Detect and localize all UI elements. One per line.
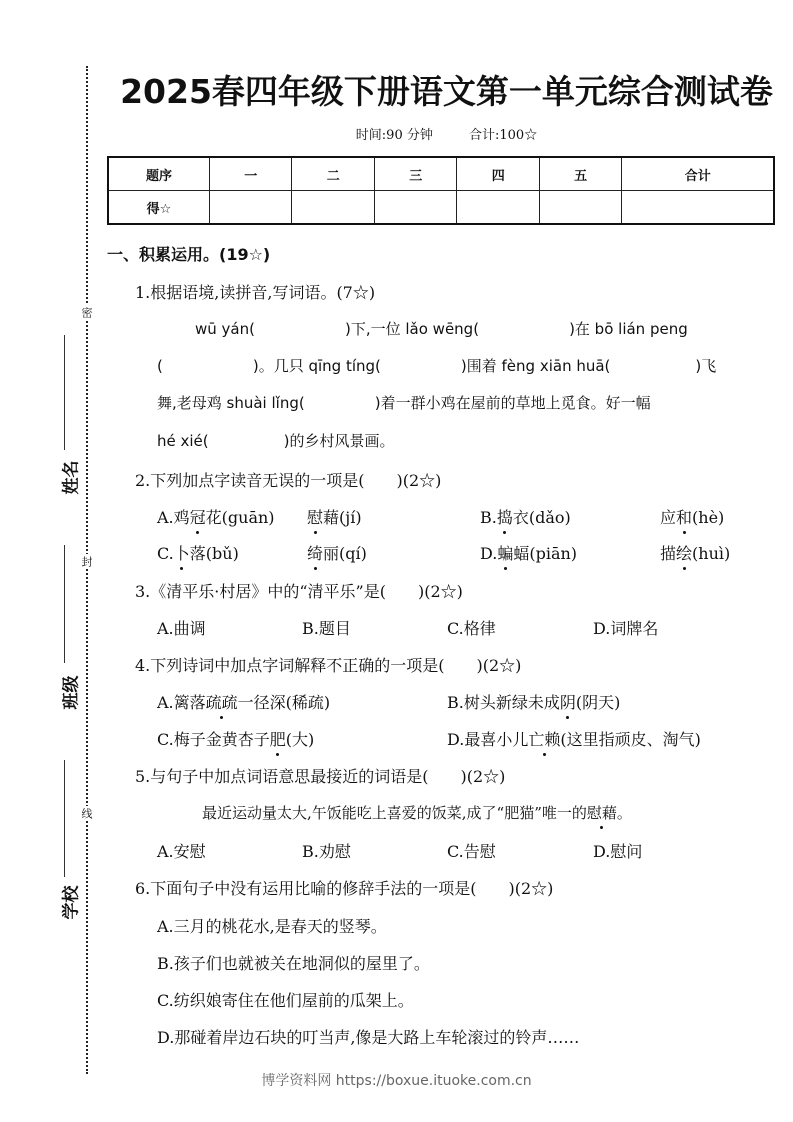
question-5-option-c[interactable]: C.告慰 <box>447 842 496 861</box>
text-segment: (大) <box>285 730 315 749</box>
score-cell[interactable] <box>539 191 621 225</box>
text-segment: ( <box>157 357 163 375</box>
score-table-header-row <box>108 157 774 191</box>
question-1-line-1 <box>195 318 688 339</box>
question-4-option-d[interactable] <box>447 727 701 750</box>
name-field-label: 姓名 <box>61 460 82 495</box>
text-segment: 最近运动量太大,午饭能吃上喜爱的饭菜,成了“肥猫”唯一的 <box>202 804 587 822</box>
dotted-char: 蝙 <box>497 541 513 564</box>
dotted-char: 阴 <box>560 690 576 713</box>
text-segment: )飞 <box>695 357 717 375</box>
text-segment: 花(guān) <box>205 508 275 527</box>
question-3-option-c[interactable]: C.格律 <box>447 619 496 638</box>
exam-time: 时间:90 分钟 <box>355 128 433 143</box>
exam-total: 合计:100☆ <box>469 128 538 143</box>
option-letter: C. <box>157 544 174 563</box>
question-1-line-2 <box>157 355 716 376</box>
question-1-line-4 <box>157 430 395 451</box>
text-segment: (这里指顽皮、淘气) <box>560 730 701 749</box>
text-segment: )在 bō lián peng <box>569 320 688 338</box>
dotted-chars: 慰藉 <box>586 804 617 822</box>
row-label: 得☆ <box>108 191 210 225</box>
text-segment: (hè) <box>692 508 725 527</box>
score-cell[interactable] <box>210 191 292 225</box>
school-field-line[interactable] <box>64 760 65 877</box>
score-cell[interactable] <box>292 191 374 225</box>
question-2-option-d-item-2 <box>660 541 730 564</box>
text-segment: 舞,老母鸡 shuài lǐng( <box>157 394 305 412</box>
text-segment: 描 <box>660 544 677 563</box>
text-segment: 蝠(piān) <box>513 544 578 563</box>
watermark-footer: 博学资料网 https://boxue.ituoke.com.cn <box>261 1073 532 1089</box>
text-segment: 藉(jí) <box>323 508 362 527</box>
school-field-label: 学校 <box>61 885 82 920</box>
seal-char-xian: 线 <box>80 808 93 819</box>
question-2-option-a-item-2 <box>307 505 362 528</box>
text-segment: 应 <box>660 508 677 527</box>
question-3-option-b[interactable]: B.题目 <box>302 619 351 638</box>
question-4-option-b[interactable] <box>447 690 620 713</box>
text-segment: D.最喜小儿 <box>447 730 529 749</box>
seal-char-feng: 封 <box>80 556 93 567</box>
question-1-stem: 1.根据语境,读拼音,写词语。(7☆) <box>135 283 376 302</box>
question-5-option-d[interactable]: D.慰问 <box>593 842 643 861</box>
dotted-char: 绮 <box>307 541 323 564</box>
question-6-stem: 6.下面句子中没有运用比喻的修辞手法的一项是( )(2☆) <box>135 879 554 898</box>
seal-char-mi: 密 <box>80 307 93 318</box>
text-segment: )的乡村风景画。 <box>283 432 395 450</box>
score-cell[interactable] <box>622 191 774 225</box>
text-segment: 鸡 <box>173 508 190 527</box>
question-5-option-b[interactable]: B.劝慰 <box>302 842 351 861</box>
question-5-option-a[interactable]: A.安慰 <box>157 842 206 861</box>
score-table <box>107 156 775 225</box>
question-3-stem: 3.《清平乐·村居》中的“清平乐”是( )(2☆) <box>135 582 463 601</box>
text-segment: C.梅子金黄杏子 <box>157 730 270 749</box>
header-cell: 五 <box>539 157 621 191</box>
option-letter: D. <box>480 544 498 563</box>
question-2-option-b-item-2 <box>660 505 724 528</box>
question-6-option-c[interactable]: C.纺织娘寄住在他们屋前的瓜架上。 <box>157 991 414 1010</box>
dotted-char: 绘 <box>676 541 692 564</box>
question-2-stem: 2.下列加点字读音无误的一项是( )(2☆) <box>135 471 442 490</box>
dotted-char: 和 <box>676 505 692 528</box>
question-6-option-a[interactable]: A.三月的桃花水,是春天的竖琴。 <box>157 917 387 936</box>
text-segment: )。几只 qīng tíng( <box>252 357 381 375</box>
score-cell[interactable] <box>374 191 456 225</box>
binding-dotted-line <box>86 66 88 1074</box>
text-segment: )围着 fèng xiān huā( <box>460 357 611 375</box>
text-segment: (阴天) <box>575 693 621 712</box>
header-cell: 合计 <box>622 157 774 191</box>
dotted-char: 捣 <box>497 505 513 528</box>
dotted-chars: 疏疏 <box>206 690 238 713</box>
question-5-sentence <box>202 802 632 823</box>
question-4-option-c[interactable] <box>157 727 314 750</box>
dotted-char: 慰 <box>307 505 323 528</box>
question-4-stem: 4.下列诗词中加点字词解释不正确的一项是( )(2☆) <box>135 656 522 675</box>
score-table-score-row <box>108 191 774 225</box>
question-2-option-c[interactable] <box>157 541 239 564</box>
dotted-char: 肥 <box>270 727 286 750</box>
header-cell: 三 <box>374 157 456 191</box>
question-3-option-a[interactable]: A.曲调 <box>157 619 206 638</box>
header-cell: 一 <box>210 157 292 191</box>
text-segment: 。 <box>616 804 632 822</box>
section-title: 一、积累运用。(19☆) <box>107 245 271 264</box>
text-segment: 衣(dǎo) <box>512 508 571 527</box>
header-cell: 二 <box>292 157 374 191</box>
dotted-char: 卜 <box>174 541 190 564</box>
text-segment: 一径深(稀疏) <box>237 693 331 712</box>
text-segment: )着一群小鸡在屋前的草地上觅食。好一幅 <box>374 394 651 412</box>
text-segment: hé xié( <box>157 432 209 450</box>
text-segment: B.树头新绿未成 <box>447 693 560 712</box>
header-cell: 四 <box>457 157 539 191</box>
question-1-line-3 <box>157 392 651 413</box>
page-title: 2025春四年级下册语文第一单元综合测试卷 <box>120 72 773 111</box>
text-segment: )下,一位 lǎo wēng( <box>344 320 480 338</box>
class-field-label: 班级 <box>61 675 82 710</box>
question-2-option-a[interactable] <box>157 505 275 528</box>
question-3-option-d[interactable]: D.词牌名 <box>593 619 659 638</box>
class-field-line[interactable] <box>64 545 65 663</box>
text-segment: 丽(qí) <box>323 544 367 563</box>
question-2-option-d[interactable] <box>480 541 577 564</box>
text-segment: 落(bǔ) <box>189 544 239 563</box>
option-letter: A. <box>157 508 174 527</box>
name-field-line[interactable] <box>64 335 65 450</box>
header-cell: 题序 <box>108 157 210 191</box>
text-segment: A.篱落 <box>157 693 206 712</box>
question-6-option-b[interactable]: B.孩子们也就被关在地洞似的屋里了。 <box>157 954 430 973</box>
text-segment: (huì) <box>692 544 731 563</box>
dotted-chars: 亡赖 <box>528 727 560 750</box>
exam-info <box>100 124 793 143</box>
score-cell[interactable] <box>457 191 539 225</box>
question-5-stem: 5.与句子中加点词语意思最接近的词语是( )(2☆) <box>135 767 506 786</box>
question-6-option-d[interactable]: D.那碰着岸边石块的叮当声,像是大路上车轮滚过的铃声…… <box>157 1028 580 1047</box>
option-letter: B. <box>480 508 497 527</box>
question-4-option-a[interactable] <box>157 690 330 713</box>
dotted-char: 冠 <box>190 505 206 528</box>
question-2-option-c-item-2 <box>307 541 367 564</box>
text-segment: wū yán( <box>195 320 255 338</box>
question-2-option-b[interactable] <box>480 505 571 528</box>
